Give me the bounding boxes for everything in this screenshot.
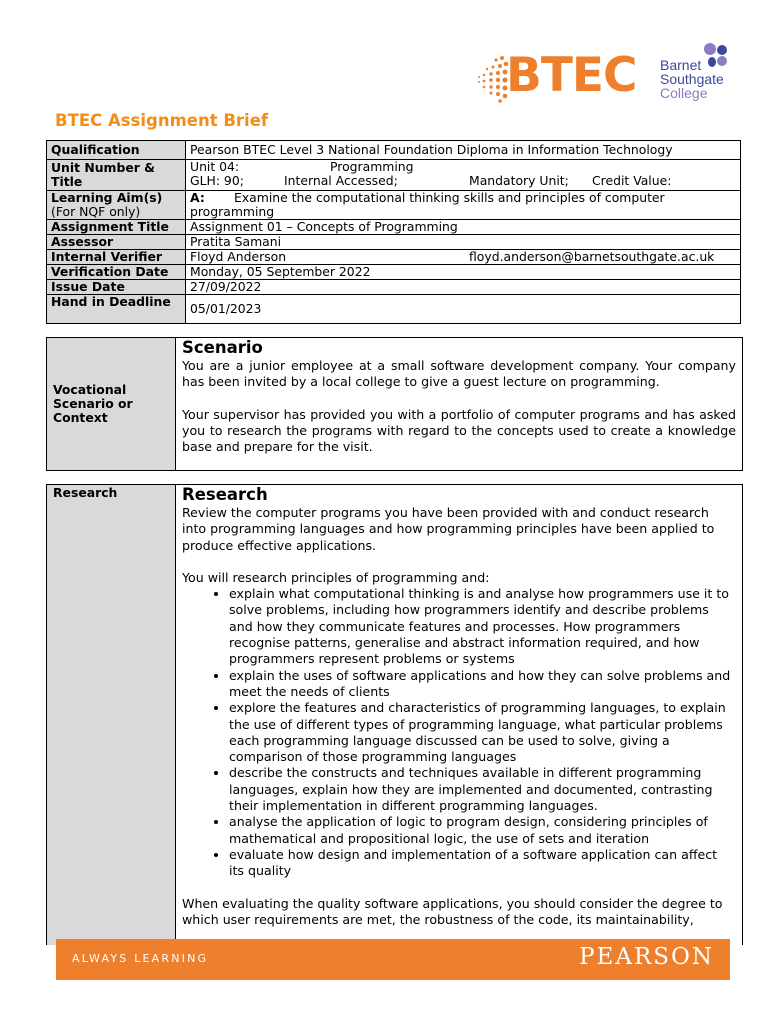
assignment-info-table	[46, 140, 741, 324]
research-paragraph-1: Review the computer programs you have been provided with and conduct research into programming languages and how programming principles have been applied to produce effective applications.	[182, 505, 715, 553]
table-row	[47, 141, 741, 160]
unit-name: Programming	[330, 159, 414, 174]
list-item: • explore the features and characteristics of programming languages, to explain the use of different types of programming language, what particular problems each programming language discussed can be used to solve, giving a comparison of those programming languages	[229, 700, 736, 765]
list-item: • explain what computational thinking is and analyse how programmers use it to solve problems, including how programmers identify and describe problems and how they communicate features and processes. How programmers recognise patterns, generalise and abstract information required, and how programmers represent problems or systems	[229, 586, 736, 667]
internal-verifier-value	[186, 250, 741, 265]
research-closing-paragraph: When evaluating the quality software applications, you should consider the degree to which user requirements are met, the robustness of the code, its maintainability,	[182, 895, 723, 927]
college-logo-line-3: College	[660, 85, 708, 101]
college-logo-line-1: Barnet	[660, 57, 702, 73]
table-row	[47, 191, 741, 220]
table-row	[47, 295, 741, 324]
assessor-value: Pratita Samani	[186, 235, 741, 250]
pearson-footer-banner	[56, 939, 730, 980]
assignment-title-label: Assignment Title	[47, 220, 186, 235]
scenario-heading: Scenario	[182, 338, 263, 357]
research-heading: Research	[182, 485, 268, 504]
research-section	[46, 484, 743, 945]
unit-value	[186, 160, 741, 191]
qualification-value: Pearson BTEC Level 3 National Foundation Diploma in Information Technology	[186, 141, 741, 160]
internal-accessed: Internal Accessed;	[284, 173, 398, 188]
table-row	[47, 280, 741, 295]
unit-label: Unit Number & Title	[47, 160, 186, 191]
table-row	[47, 160, 741, 191]
btec-wordmark: BTEC	[506, 48, 637, 103]
list-item: • explain the uses of software applications and how they can solve problems and meet the needs of clients	[229, 668, 736, 701]
assessor-label: Assessor	[47, 235, 186, 250]
issue-date-label: Issue Date	[47, 280, 186, 295]
footer-tagline: ALWAYS LEARNING	[72, 952, 209, 965]
scenario-paragraph-2: Your supervisor has provided you with a portfolio of computer programs and has asked you to research the programs with regard to the concepts used to create a knowledge base and prepare for the visit.	[182, 406, 736, 455]
verification-date-value: Monday, 05 September 2022	[186, 265, 741, 280]
document-title: BTEC Assignment Brief	[55, 111, 269, 130]
unit-code: Unit 04:	[190, 159, 240, 174]
scenario-paragraph-1: You are a junior employee at a small software development company. Your company has been invited by a local college to give a guest lecture on programming.	[182, 358, 736, 390]
table-row	[47, 265, 741, 280]
learning-aim-label-main: Learning Aim(s)	[51, 190, 163, 205]
btec-dots-icon	[476, 54, 510, 104]
scenario-label: Vocational Scenario or Context	[47, 338, 176, 470]
college-logo-line-2: Southgate	[660, 71, 724, 87]
research-label: Research	[47, 485, 176, 945]
assignment-title-value: Assignment 01 – Concepts of Programming	[186, 220, 741, 235]
verification-date-label: Verification Date	[47, 265, 186, 280]
research-content	[176, 485, 742, 945]
internal-verifier-label: Internal Verifier	[47, 250, 186, 265]
qualification-label: Qualification	[47, 141, 186, 160]
learning-aim-label-sub: (For NQF only)	[51, 204, 141, 219]
learning-aim-label	[47, 191, 186, 220]
issue-date-value: 27/09/2022	[186, 280, 741, 295]
list-item: • describe the constructs and techniques available in different programming languages, explain how they are implemented and documented, contrasting their implementation in different programming languages.	[229, 765, 736, 814]
deadline-label: Hand in Deadline	[47, 295, 186, 324]
learning-aim-value	[186, 191, 741, 220]
aim-text: Examine the computational thinking skills and principles of computer programming	[190, 190, 665, 219]
aim-code: A:	[190, 190, 205, 205]
table-row	[47, 220, 741, 235]
verifier-name: Floyd Anderson	[190, 249, 287, 264]
list-item: • analyse the application of logic to program design, considering principles of mathematical and propositional logic, the use of sets and iteration	[229, 814, 736, 847]
pearson-logo: PEARSON	[579, 944, 714, 970]
credit-value: Credit Value:	[592, 173, 672, 188]
scenario-section	[46, 337, 743, 471]
table-row	[47, 235, 741, 250]
verifier-email: floyd.anderson@barnetsouthgate.ac.uk	[469, 249, 715, 264]
deadline-value: 05/01/2023	[186, 295, 741, 324]
butterfly-icon	[700, 42, 734, 70]
research-bullet-list	[182, 586, 736, 879]
table-row	[47, 250, 741, 265]
research-intro: You will research principles of programming and:	[182, 569, 490, 585]
mandatory-unit: Mandatory Unit;	[469, 173, 569, 188]
scenario-content	[176, 338, 742, 470]
college-logo	[660, 42, 760, 102]
list-item: • evaluate how design and implementation of a software application can affect its quality	[229, 847, 736, 880]
glh-value: GLH: 90;	[190, 173, 244, 188]
btec-logo	[476, 50, 636, 108]
